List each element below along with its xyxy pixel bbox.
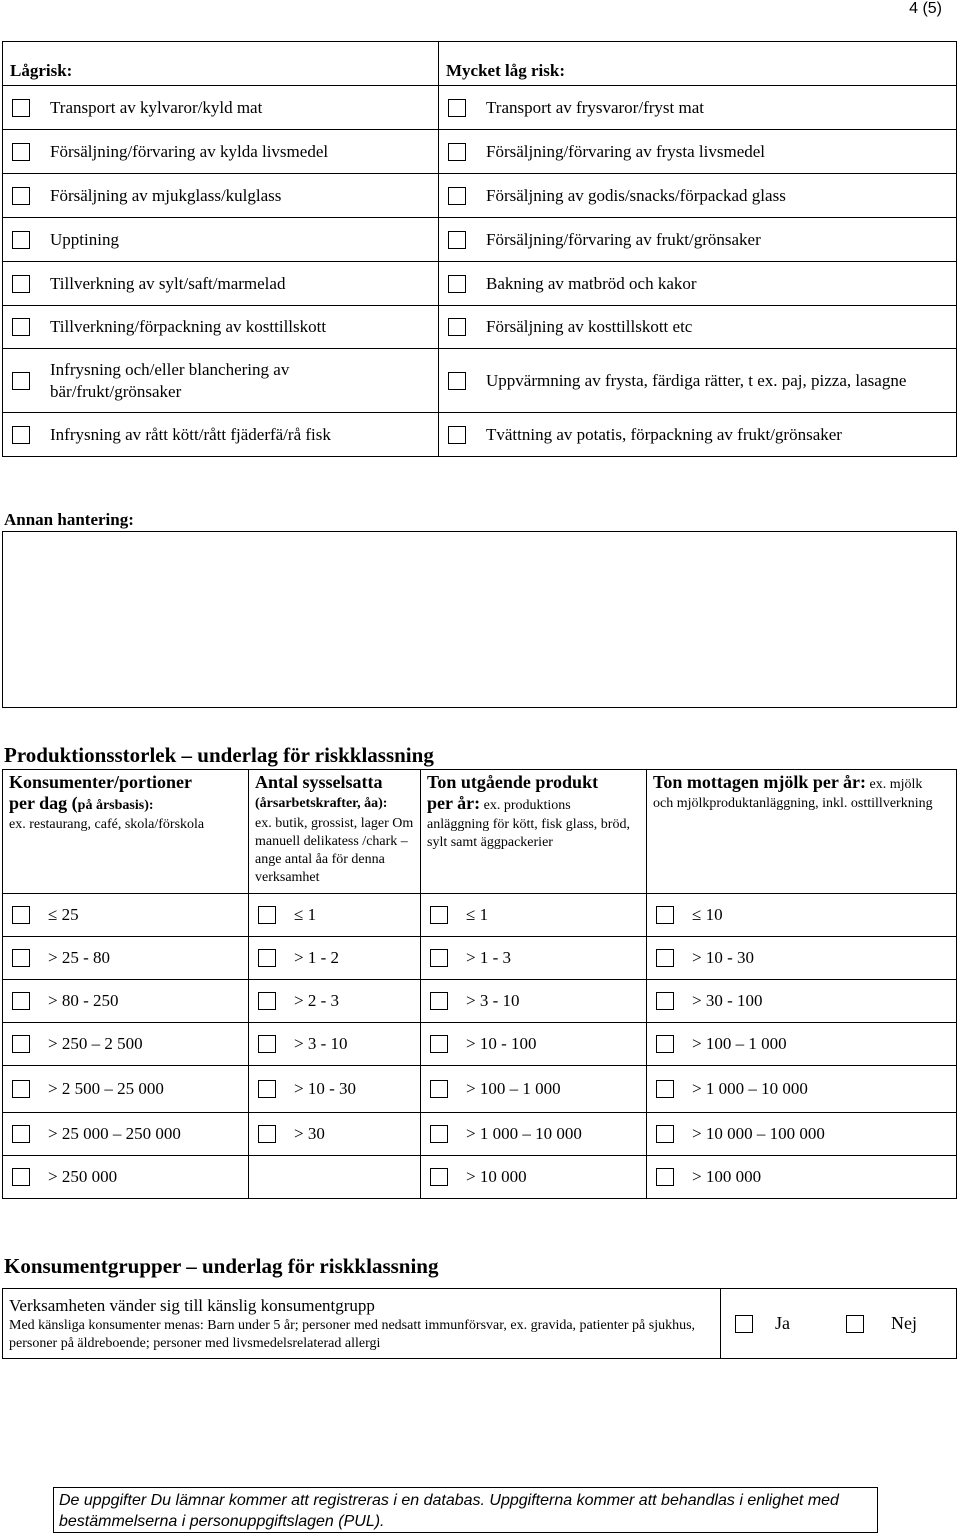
range-option: > 100 000 [692,1167,762,1186]
checkbox[interactable] [12,992,30,1010]
checkbox[interactable] [258,1080,276,1098]
checkbox[interactable] [12,949,30,967]
privacy-notice: De uppgifter Du lämnar kommer att registreras i en databas. Uppgifterna kommer att behandlas i enlighet med bestämmelserna i personuppgiftslagen (PUL). [53,1487,878,1533]
checkbox[interactable] [258,906,276,924]
checkbox[interactable] [430,949,448,967]
risk-verylow-item: Försäljning av kosttillskott etc [486,317,693,336]
range-option: > 100 – 1 000 [466,1079,561,1098]
checkbox[interactable] [258,949,276,967]
checkbox[interactable] [448,99,466,117]
risk-verylow-item: Tvättning av potatis, förpackning av frukt/grönsaker [486,424,842,444]
consumer-groups-table [2,1288,957,1359]
consumer-groups-title: Konsumentgrupper – underlag för riskklassning [4,1254,439,1278]
checkbox[interactable] [12,426,30,444]
risk-low-item: Tillverkning av sylt/saft/marmelad [50,273,286,293]
checkbox[interactable] [12,1125,30,1143]
checkbox[interactable] [656,1125,674,1143]
checkbox[interactable] [430,1035,448,1053]
checkbox[interactable] [12,1035,30,1053]
range-option: > 30 - 100 [692,991,763,1010]
checkbox[interactable] [12,1080,30,1098]
page-number: 4 (5) [909,0,942,17]
checkbox[interactable] [12,1168,30,1186]
checkbox[interactable] [12,99,30,117]
column-description: ex. restaurang, café, skola/förskola [9,817,205,832]
range-option: > 3 - 10 [294,1034,348,1053]
risk-table [2,41,957,457]
checkbox[interactable] [448,143,466,161]
range-option: > 1 000 – 10 000 [466,1124,582,1143]
checkbox[interactable] [656,1168,674,1186]
checkbox[interactable] [258,992,276,1010]
range-option: > 10 - 30 [294,1079,356,1098]
risk-low-item: Infrysning och/eller blanchering av bär/frukt/grönsaker [50,359,290,401]
column-description: ex. butik, grossist, lager Om manuell delikatess /chark – ange antal åa för denna verksamhet [255,816,414,885]
low-risk-heading: Lågrisk: [10,61,73,80]
checkbox[interactable] [430,992,448,1010]
risk-low-item: Infrysning av rått kött/rått fjäderfä/rå fisk [50,424,331,444]
other-handling-field[interactable] [2,531,957,708]
column-heading: ): [144,798,154,813]
risk-low-item: Upptining [50,229,119,249]
column-heading: Ton mottagen mjölk per år: [653,772,866,792]
column-heading: per dag ( [9,793,78,813]
range-option: ≤ 1 [294,905,317,924]
column-description: och mjölkproduktanläggning, inkl. osttillverkning [653,796,933,811]
range-option: > 80 - 250 [48,991,119,1010]
risk-low-item: Tillverkning/förpackning av kosttillskott [50,317,327,336]
range-option: > 30 [294,1124,325,1143]
range-option: > 25 000 – 250 000 [48,1124,181,1143]
column-description: anläggning för kött, fisk glass, bröd, sylt samt äggpackerier [427,817,630,850]
checkbox[interactable] [12,372,30,390]
checkbox[interactable] [656,1080,674,1098]
sensitive-group-note: Med känsliga konsumenter menas: Barn under 5 år; personer med nedsatt immunförsvar, ex. gravida, patienter på sjukhus, personer på äldreboende; personer med livsmedelsrelaterad allergi [9,1317,696,1351]
checkbox[interactable] [656,906,674,924]
range-option: > 1 - 2 [294,948,339,967]
range-option: > 100 – 1 000 [692,1034,787,1053]
range-option: > 1 000 – 10 000 [692,1079,808,1098]
checkbox[interactable] [12,906,30,924]
production-title: Produktionsstorlek – underlag för riskklassning [4,743,434,767]
checkbox[interactable] [12,318,30,336]
range-option: ≤ 1 [466,905,489,924]
risk-low-item: Försäljning av mjukglass/kulglass [50,185,282,205]
checkbox[interactable] [656,1035,674,1053]
checkbox[interactable] [258,1035,276,1053]
range-option: > 10 000 [466,1167,527,1186]
range-option: > 10 - 30 [692,948,754,967]
yes-checkbox[interactable] [735,1315,753,1333]
other-handling-label: Annan hantering: [4,510,134,529]
checkbox[interactable] [656,949,674,967]
very-low-risk-heading: Mycket låg risk: [446,61,565,80]
range-option: > 25 - 80 [48,948,110,967]
range-option: ≤ 25 [48,905,79,924]
risk-verylow-item: Transport av frysvaror/fryst mat [486,97,704,117]
risk-verylow-item: Försäljning av godis/snacks/förpackad glass [486,185,786,205]
risk-verylow-item: Bakning av matbröd och kakor [486,273,697,293]
range-option: ≤ 10 [692,905,723,924]
sensitive-group-question: Verksamheten vänder sig till känslig konsumentgrupp [9,1295,375,1315]
range-option: > 10 000 – 100 000 [692,1124,825,1143]
risk-low-item: Försäljning/förvaring av kylda livsmedel [50,141,329,161]
checkbox[interactable] [430,1080,448,1098]
checkbox[interactable] [448,318,466,336]
checkbox[interactable] [430,1168,448,1186]
risk-low-item: Transport av kylvaror/kyld mat [50,97,263,117]
range-option: > 3 - 10 [466,991,520,1010]
range-option: > 250 – 2 500 [48,1034,143,1053]
column-heading: (årsarbetskrafter, åa): [255,796,388,811]
column-heading: per år: [427,793,481,813]
checkbox[interactable] [656,992,674,1010]
checkbox[interactable] [12,275,30,293]
range-option: > 1 - 3 [466,948,511,967]
range-option: > 10 - 100 [466,1034,537,1053]
checkbox[interactable] [448,187,466,205]
risk-verylow-item: Försäljning/förvaring av frukt/grönsaker [486,229,761,249]
no-label: Nej [891,1313,917,1333]
production-table [2,769,957,1199]
column-heading: Antal sysselsatta [255,772,383,792]
empty-cell [249,1156,420,1198]
checkbox[interactable] [258,1125,276,1143]
checkbox[interactable] [12,187,30,205]
column-heading: ex. mjölk [866,777,923,792]
column-heading: ex. produktions [480,798,571,813]
column-heading: Ton utgående produkt [427,772,599,792]
checkbox[interactable] [12,143,30,161]
checkbox[interactable] [448,426,466,444]
column-heading: Konsumenter/portioner [9,772,192,792]
checkbox[interactable] [430,1125,448,1143]
range-option: > 2 500 – 25 000 [48,1079,164,1098]
checkbox[interactable] [430,906,448,924]
checkbox[interactable] [448,275,466,293]
column-heading: på årsbasis [77,798,145,813]
checkbox[interactable] [448,372,466,390]
range-option: > 2 - 3 [294,991,339,1010]
checkbox[interactable] [12,231,30,249]
no-checkbox[interactable] [846,1315,864,1333]
risk-verylow-item: Uppvärmning av frysta, färdiga rätter, t ex. paj, pizza, lasagne [486,370,907,390]
yes-label: Ja [775,1313,790,1333]
range-option: > 250 000 [48,1167,118,1186]
checkbox[interactable] [448,231,466,249]
risk-verylow-item: Försäljning/förvaring av frysta livsmedel [486,141,766,161]
